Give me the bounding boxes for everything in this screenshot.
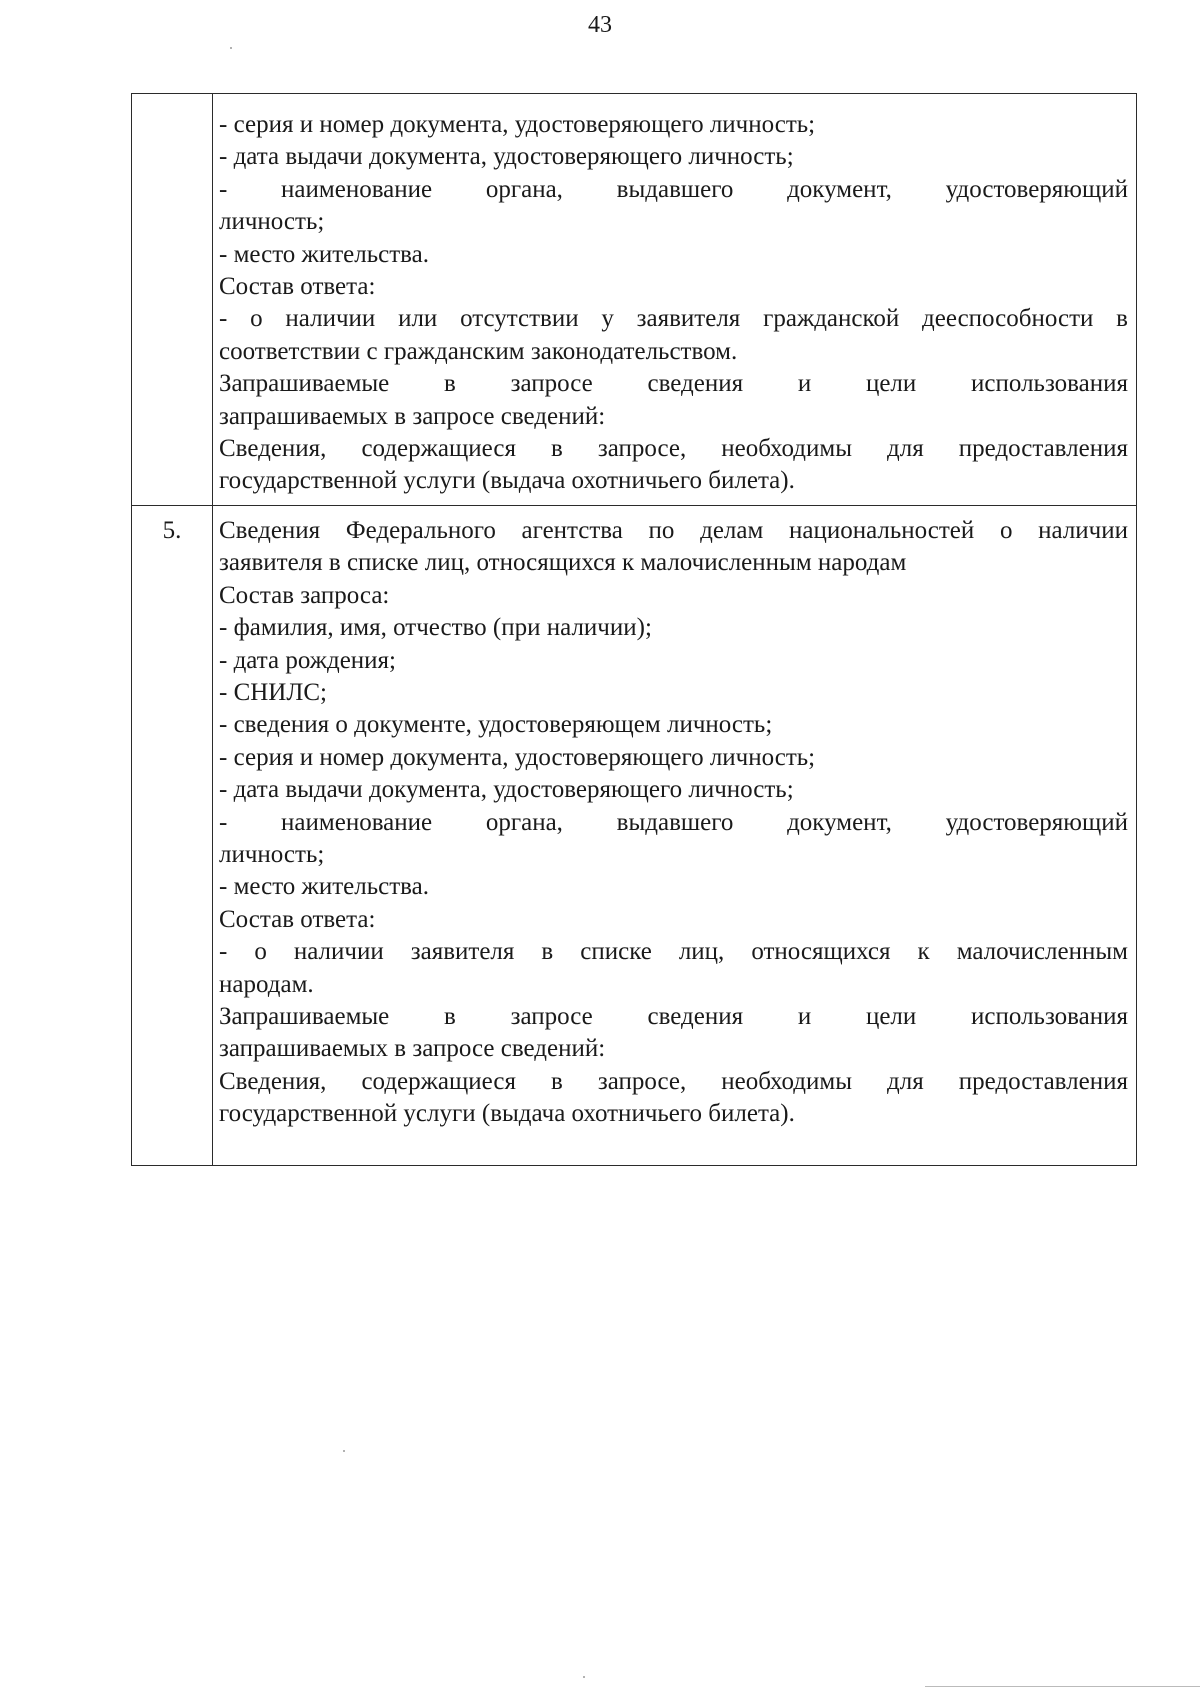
text-line: - наименование органа, выдавшего документ, удостоверяющий (219, 808, 1128, 836)
document-table-body (132, 94, 1137, 1166)
text-line: - дата рождения; (219, 646, 396, 674)
text-line: - дата выдачи документа, удостоверяющего личность; (219, 143, 794, 171)
text-line: личность; (219, 840, 325, 868)
text-line: - о наличии заявителя в списке лиц, относящихся к малочисленным (219, 938, 1128, 966)
row-content-cell (213, 505, 1137, 1165)
text-line: - наименование органа, выдавшего документ, удостоверяющий (219, 175, 1128, 203)
scan-speck (583, 1676, 585, 1678)
page-number: 43 (588, 12, 612, 38)
text-line: Состав запроса: (219, 581, 390, 609)
text-line: Запрашиваемые в запросе сведения и цели использования (219, 1002, 1128, 1030)
scan-speck (343, 1450, 345, 1452)
text-line: государственной услуги (выдача охотничьего билета). (219, 1100, 795, 1128)
row-content-cell (213, 94, 1137, 506)
scan-speck (230, 47, 232, 49)
text-line: Сведения, содержащиеся в запросе, необходимы для предоставления (219, 1067, 1128, 1095)
row-number: 5. (162, 516, 182, 544)
text-line: - СНИЛС; (219, 678, 327, 706)
text-line: - место жительства. (219, 873, 429, 901)
row-number-cell (132, 94, 213, 506)
text-line: запрашиваемых в запросе сведений: (219, 402, 606, 430)
text-line: личность; (219, 208, 325, 236)
text-line: соответствии с гражданским законодательством. (219, 337, 738, 365)
text-line: - серия и номер документа, удостоверяющего личность; (219, 743, 816, 771)
text-line: Сведения Федерального агентства по делам национальностей о наличии (219, 516, 1128, 544)
document-table (131, 93, 1137, 1166)
text-line: - о наличии или отсутствии у заявителя гражданской дееспособности в (219, 305, 1128, 333)
text-line: - фамилия, имя, отчество (при наличии); (219, 614, 652, 642)
text-line: государственной услуги (выдача охотничьего билета). (219, 467, 795, 495)
text-line: заявителя в списке лиц, относящихся к малочисленным народам (219, 549, 907, 577)
text-line: Состав ответа: (219, 905, 376, 933)
text-line: - дата выдачи документа, удостоверяющего личность; (219, 776, 794, 804)
text-line: запрашиваемых в запросе сведений: (219, 1035, 606, 1063)
text-line: Состав ответа: (219, 273, 376, 301)
table-row (132, 94, 1137, 506)
row-number-cell (132, 505, 213, 1165)
text-line: - место жительства. (219, 240, 429, 268)
text-line: - сведения о документе, удостоверяющем личность; (219, 711, 773, 739)
text-line: народам. (219, 970, 314, 998)
text-line: Сведения, содержащиеся в запросе, необходимы для предоставления (219, 435, 1128, 463)
text-line: Запрашиваемые в запросе сведения и цели использования (219, 370, 1128, 398)
text-line: - серия и номер документа, удостоверяющего личность; (219, 111, 816, 138)
table-row (132, 505, 1137, 1165)
